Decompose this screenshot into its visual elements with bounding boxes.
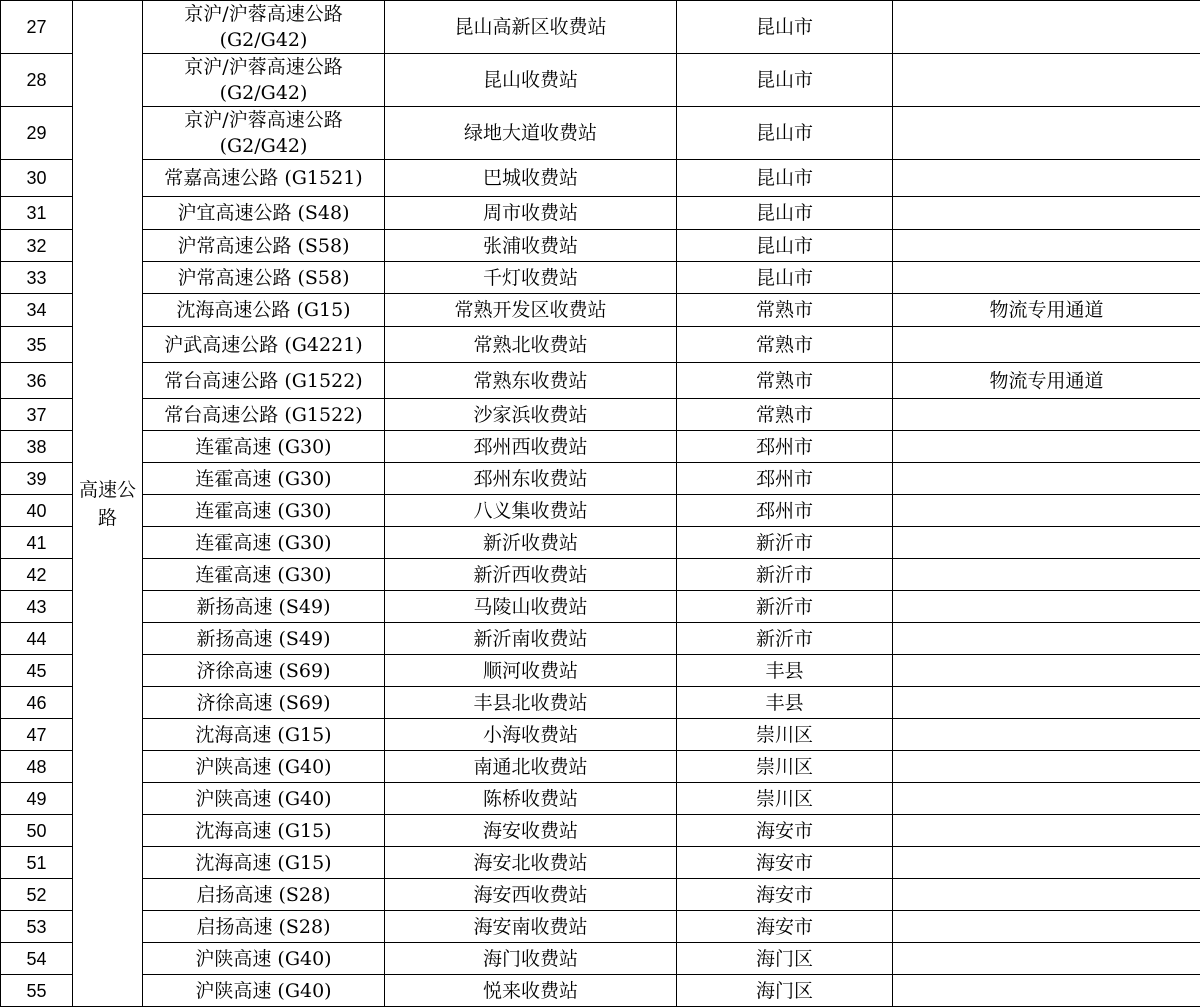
note-cell bbox=[893, 655, 1200, 687]
road-name-cell: 连霍高速 (G30) bbox=[143, 431, 385, 463]
toll-station-cell: 小海收费站 bbox=[385, 719, 677, 751]
city-cell: 海安市 bbox=[677, 847, 893, 879]
city-cell: 常熟市 bbox=[677, 327, 893, 363]
note-cell bbox=[893, 262, 1200, 294]
toll-station-cell: 昆山高新区收费站 bbox=[385, 1, 677, 54]
row-number: 44 bbox=[1, 623, 73, 655]
road-name-cell: 沪宜高速公路 (S48) bbox=[143, 197, 385, 230]
table-row bbox=[1, 107, 1200, 160]
row-number: 52 bbox=[1, 879, 73, 911]
road-name-cell: 沪武高速公路 (G4221) bbox=[143, 327, 385, 363]
toll-station-cell: 沙家浜收费站 bbox=[385, 399, 677, 431]
road-name-cell: 沈海高速 (G15) bbox=[143, 847, 385, 879]
toll-station-cell: 海安南收费站 bbox=[385, 911, 677, 943]
note-cell bbox=[893, 463, 1200, 495]
city-cell: 崇川区 bbox=[677, 719, 893, 751]
table-row bbox=[1, 495, 1200, 527]
toll-station-cell: 常熟北收费站 bbox=[385, 327, 677, 363]
row-number: 32 bbox=[1, 230, 73, 262]
toll-station-cell: 新沂西收费站 bbox=[385, 559, 677, 591]
toll-station-cell: 绿地大道收费站 bbox=[385, 107, 677, 160]
note-cell bbox=[893, 783, 1200, 815]
table-row bbox=[1, 363, 1200, 399]
table-row bbox=[1, 230, 1200, 262]
note-cell bbox=[893, 847, 1200, 879]
note-cell bbox=[893, 230, 1200, 262]
road-name-cell: 沪陕高速 (G40) bbox=[143, 783, 385, 815]
row-number: 47 bbox=[1, 719, 73, 751]
table-row bbox=[1, 431, 1200, 463]
row-number: 42 bbox=[1, 559, 73, 591]
note-cell: 物流专用通道 bbox=[893, 294, 1200, 327]
note-cell bbox=[893, 751, 1200, 783]
row-number: 33 bbox=[1, 262, 73, 294]
city-cell: 新沂市 bbox=[677, 559, 893, 591]
note-cell bbox=[893, 879, 1200, 911]
table-row bbox=[1, 879, 1200, 911]
city-cell: 昆山市 bbox=[677, 107, 893, 160]
road-name-cell: 沈海高速公路 (G15) bbox=[143, 294, 385, 327]
toll-station-cell: 巴城收费站 bbox=[385, 160, 677, 197]
table-row bbox=[1, 783, 1200, 815]
row-number: 49 bbox=[1, 783, 73, 815]
row-number: 48 bbox=[1, 751, 73, 783]
row-number: 27 bbox=[1, 1, 73, 54]
row-number: 28 bbox=[1, 54, 73, 107]
row-number: 30 bbox=[1, 160, 73, 197]
road-name-cell: 沈海高速 (G15) bbox=[143, 719, 385, 751]
row-number: 55 bbox=[1, 975, 73, 1007]
road-name-cell: 沈海高速 (G15) bbox=[143, 815, 385, 847]
road-name-line: 京沪/沪蓉高速公路 bbox=[143, 54, 384, 80]
table-body bbox=[1, 1, 1200, 1007]
toll-station-cell: 昆山收费站 bbox=[385, 54, 677, 107]
row-number: 37 bbox=[1, 399, 73, 431]
toll-station-cell: 顺河收费站 bbox=[385, 655, 677, 687]
row-number: 34 bbox=[1, 294, 73, 327]
note-cell bbox=[893, 687, 1200, 719]
table-row bbox=[1, 815, 1200, 847]
row-number: 40 bbox=[1, 495, 73, 527]
row-number: 50 bbox=[1, 815, 73, 847]
table-row bbox=[1, 975, 1200, 1007]
city-cell: 常熟市 bbox=[677, 399, 893, 431]
row-number: 31 bbox=[1, 197, 73, 230]
note-cell bbox=[893, 559, 1200, 591]
toll-station-cell: 海安北收费站 bbox=[385, 847, 677, 879]
row-number: 46 bbox=[1, 687, 73, 719]
city-cell: 昆山市 bbox=[677, 262, 893, 294]
table-row bbox=[1, 527, 1200, 559]
note-cell: 物流专用通道 bbox=[893, 363, 1200, 399]
city-cell: 新沂市 bbox=[677, 591, 893, 623]
note-cell bbox=[893, 1, 1200, 54]
road-code-line: (G2/G42) bbox=[143, 133, 384, 159]
toll-station-cell: 邳州西收费站 bbox=[385, 431, 677, 463]
note-cell bbox=[893, 719, 1200, 751]
road-name-cell: 济徐高速 (S69) bbox=[143, 655, 385, 687]
note-cell bbox=[893, 399, 1200, 431]
toll-station-cell: 丰县北收费站 bbox=[385, 687, 677, 719]
note-cell bbox=[893, 197, 1200, 230]
road-name-cell: 常台高速公路 (G1522) bbox=[143, 363, 385, 399]
city-cell: 邳州市 bbox=[677, 495, 893, 527]
city-cell: 崇川区 bbox=[677, 751, 893, 783]
note-cell bbox=[893, 527, 1200, 559]
road-name-cell: 济徐高速 (S69) bbox=[143, 687, 385, 719]
road-name-cell: 新扬高速 (S49) bbox=[143, 623, 385, 655]
road-name-cell: 沪常高速公路 (S58) bbox=[143, 230, 385, 262]
road-name-cell: 连霍高速 (G30) bbox=[143, 495, 385, 527]
city-cell: 昆山市 bbox=[677, 197, 893, 230]
city-cell: 昆山市 bbox=[677, 1, 893, 54]
city-cell: 海安市 bbox=[677, 815, 893, 847]
toll-station-cell: 新沂南收费站 bbox=[385, 623, 677, 655]
road-name-line: 京沪/沪蓉高速公路 bbox=[143, 107, 384, 133]
toll-station-cell: 海门收费站 bbox=[385, 943, 677, 975]
city-cell: 邳州市 bbox=[677, 431, 893, 463]
city-cell: 昆山市 bbox=[677, 160, 893, 197]
table-row bbox=[1, 54, 1200, 107]
road-name-cell bbox=[143, 107, 385, 160]
row-number: 36 bbox=[1, 363, 73, 399]
toll-station-cell: 张浦收费站 bbox=[385, 230, 677, 262]
category-cell: 高速公路 bbox=[73, 1, 143, 1007]
city-cell: 海门区 bbox=[677, 975, 893, 1007]
row-number: 53 bbox=[1, 911, 73, 943]
row-number: 51 bbox=[1, 847, 73, 879]
toll-station-cell: 新沂收费站 bbox=[385, 527, 677, 559]
note-cell bbox=[893, 815, 1200, 847]
table-row bbox=[1, 591, 1200, 623]
table-row bbox=[1, 655, 1200, 687]
note-cell bbox=[893, 107, 1200, 160]
road-code-line: (G2/G42) bbox=[143, 27, 384, 53]
row-number: 38 bbox=[1, 431, 73, 463]
row-number: 41 bbox=[1, 527, 73, 559]
city-cell: 新沂市 bbox=[677, 623, 893, 655]
row-number: 35 bbox=[1, 327, 73, 363]
road-name-cell: 连霍高速 (G30) bbox=[143, 527, 385, 559]
note-cell bbox=[893, 431, 1200, 463]
table-row bbox=[1, 197, 1200, 230]
city-cell: 昆山市 bbox=[677, 230, 893, 262]
table-row bbox=[1, 399, 1200, 431]
table-row bbox=[1, 559, 1200, 591]
road-name-cell: 连霍高速 (G30) bbox=[143, 559, 385, 591]
city-cell: 丰县 bbox=[677, 687, 893, 719]
table-row bbox=[1, 160, 1200, 197]
toll-station-cell: 周市收费站 bbox=[385, 197, 677, 230]
city-cell: 丰县 bbox=[677, 655, 893, 687]
table-row bbox=[1, 751, 1200, 783]
road-name-cell: 常嘉高速公路 (G1521) bbox=[143, 160, 385, 197]
table-row bbox=[1, 623, 1200, 655]
note-cell bbox=[893, 54, 1200, 107]
city-cell: 新沂市 bbox=[677, 527, 893, 559]
city-cell: 海安市 bbox=[677, 911, 893, 943]
road-name-cell: 沪常高速公路 (S58) bbox=[143, 262, 385, 294]
toll-station-cell: 陈桥收费站 bbox=[385, 783, 677, 815]
table-row bbox=[1, 294, 1200, 327]
road-name-cell: 新扬高速 (S49) bbox=[143, 591, 385, 623]
table-row bbox=[1, 943, 1200, 975]
toll-station-cell: 马陵山收费站 bbox=[385, 591, 677, 623]
toll-station-cell: 海安西收费站 bbox=[385, 879, 677, 911]
road-name-cell: 沪陕高速 (G40) bbox=[143, 975, 385, 1007]
road-name-cell: 沪陕高速 (G40) bbox=[143, 943, 385, 975]
toll-station-cell: 千灯收费站 bbox=[385, 262, 677, 294]
road-name-cell bbox=[143, 54, 385, 107]
toll-station-cell: 南通北收费站 bbox=[385, 751, 677, 783]
toll-station-cell: 悦来收费站 bbox=[385, 975, 677, 1007]
table-row bbox=[1, 1, 1200, 54]
row-number: 39 bbox=[1, 463, 73, 495]
city-cell: 海门区 bbox=[677, 943, 893, 975]
city-cell: 海安市 bbox=[677, 879, 893, 911]
toll-station-cell: 常熟东收费站 bbox=[385, 363, 677, 399]
note-cell bbox=[893, 623, 1200, 655]
city-cell: 常熟市 bbox=[677, 363, 893, 399]
table-row bbox=[1, 847, 1200, 879]
note-cell bbox=[893, 943, 1200, 975]
road-name-cell: 常台高速公路 (G1522) bbox=[143, 399, 385, 431]
toll-station-cell: 常熟开发区收费站 bbox=[385, 294, 677, 327]
city-cell: 邳州市 bbox=[677, 463, 893, 495]
road-name-line: 京沪/沪蓉高速公路 bbox=[143, 1, 384, 27]
row-number: 54 bbox=[1, 943, 73, 975]
table-row bbox=[1, 327, 1200, 363]
note-cell bbox=[893, 160, 1200, 197]
note-cell bbox=[893, 495, 1200, 527]
note-cell bbox=[893, 911, 1200, 943]
table-row bbox=[1, 463, 1200, 495]
city-cell: 崇川区 bbox=[677, 783, 893, 815]
toll-station-cell: 海安收费站 bbox=[385, 815, 677, 847]
table-row bbox=[1, 687, 1200, 719]
toll-station-cell: 邳州东收费站 bbox=[385, 463, 677, 495]
road-name-cell: 启扬高速 (S28) bbox=[143, 879, 385, 911]
note-cell bbox=[893, 975, 1200, 1007]
road-name-cell bbox=[143, 1, 385, 54]
row-number: 43 bbox=[1, 591, 73, 623]
road-name-cell: 沪陕高速 (G40) bbox=[143, 751, 385, 783]
city-cell: 常熟市 bbox=[677, 294, 893, 327]
table-row bbox=[1, 911, 1200, 943]
road-name-cell: 启扬高速 (S28) bbox=[143, 911, 385, 943]
row-number: 29 bbox=[1, 107, 73, 160]
road-code-line: (G2/G42) bbox=[143, 80, 384, 106]
row-number: 45 bbox=[1, 655, 73, 687]
table-row bbox=[1, 719, 1200, 751]
table-row bbox=[1, 262, 1200, 294]
toll-station-cell: 八义集收费站 bbox=[385, 495, 677, 527]
note-cell bbox=[893, 327, 1200, 363]
city-cell: 昆山市 bbox=[677, 54, 893, 107]
road-name-cell: 连霍高速 (G30) bbox=[143, 463, 385, 495]
note-cell bbox=[893, 591, 1200, 623]
